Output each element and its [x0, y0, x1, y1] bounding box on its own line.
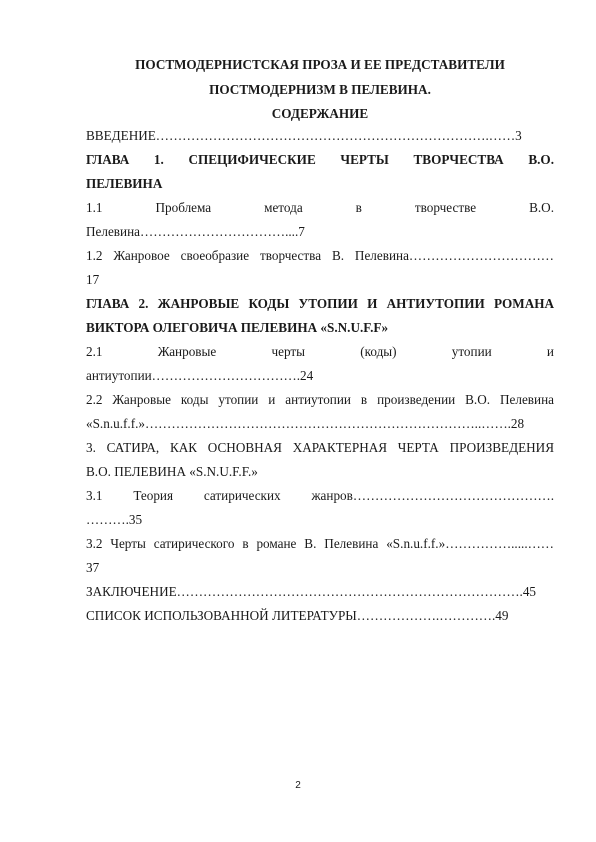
toc-section-1-2-cont: 17 [86, 272, 100, 287]
toc-intro: ВВЕДЕНИЕ………………………………………………………………….……3 [86, 128, 522, 143]
heading-title-line1: ПОСТМОДЕРНИСТСКАЯ ПРОЗА И ЕЕ ПРЕДСТАВИТЕЛИ [135, 57, 505, 72]
toc-references: СПИСОК ИСПОЛЬЗОВАННОЙ ЛИТЕРАТУРЫ……………….………….49 [86, 608, 509, 623]
heading-contents: СОДЕРЖАНИЕ [271, 106, 369, 121]
toc-chapter-2: ГЛАВА 2. ЖАНРОВЫЕ КОДЫ УТОПИИ И АНТИУТОПИИ РОМАНА [86, 296, 554, 311]
toc-section-3-2-cont: 37 [86, 560, 100, 575]
toc-section-2-2: 2.2 Жанровые коды утопии и антиутопии в произведении В.О. Пелевина [86, 392, 554, 407]
toc-section-3-2: 3.2 Черты сатирического в романе В. Пелевина «S.n.u.f.f.»…………….....…… [86, 536, 554, 551]
toc-section-3-cont: В.О. ПЕЛЕВИНА «S.N.U.F.F.» [86, 464, 258, 479]
toc-section-2-1: 2.1 Жанровые черты (коды) утопии и [86, 344, 554, 359]
toc-conclusion: ЗАКЛЮЧЕНИЕ…………………………………………………………………….45 [86, 584, 537, 599]
toc-section-2-2-cont: «S.n.u.f.f.»…………………………………………………………………..…….28 [86, 416, 525, 431]
heading-title-line2: ПОСТМОДЕРНИЗМ В ПЕЛЕВИНА. [209, 82, 431, 97]
toc-section-1-2: 1.2 Жанровое своеобразие творчества В. Пелевина…………………………… [86, 248, 554, 263]
toc-section-2-1-cont: антиутопии…………………………….24 [86, 368, 314, 383]
toc-section-1-1: 1.1 Проблема метода в творчестве В.О. [86, 200, 554, 215]
toc-section-3: 3. САТИРА, КАК ОСНОВНАЯ ХАРАКТЕРНАЯ ЧЕРТА ПРОИЗВЕДЕНИЯ [86, 440, 554, 455]
page-number: 2 [295, 780, 301, 791]
toc-chapter-2-cont: ВИКТОРА ОЛЕГОВИЧА ПЕЛЕВИНА «S.N.U.F.F» [86, 320, 389, 335]
toc-section-1-1-cont: Пелевина……………………………....7 [86, 224, 305, 239]
toc-chapter-1-cont: ПЕЛЕВИНА [86, 176, 163, 191]
toc-section-3-1-cont: ……….35 [86, 512, 143, 527]
toc-section-3-1: 3.1 Теория сатирических жанров………………………………………. [86, 488, 554, 503]
toc-chapter-1: ГЛАВА 1. СПЕЦИФИЧЕСКИЕ ЧЕРТЫ ТВОРЧЕСТВА В.О. [86, 152, 554, 167]
